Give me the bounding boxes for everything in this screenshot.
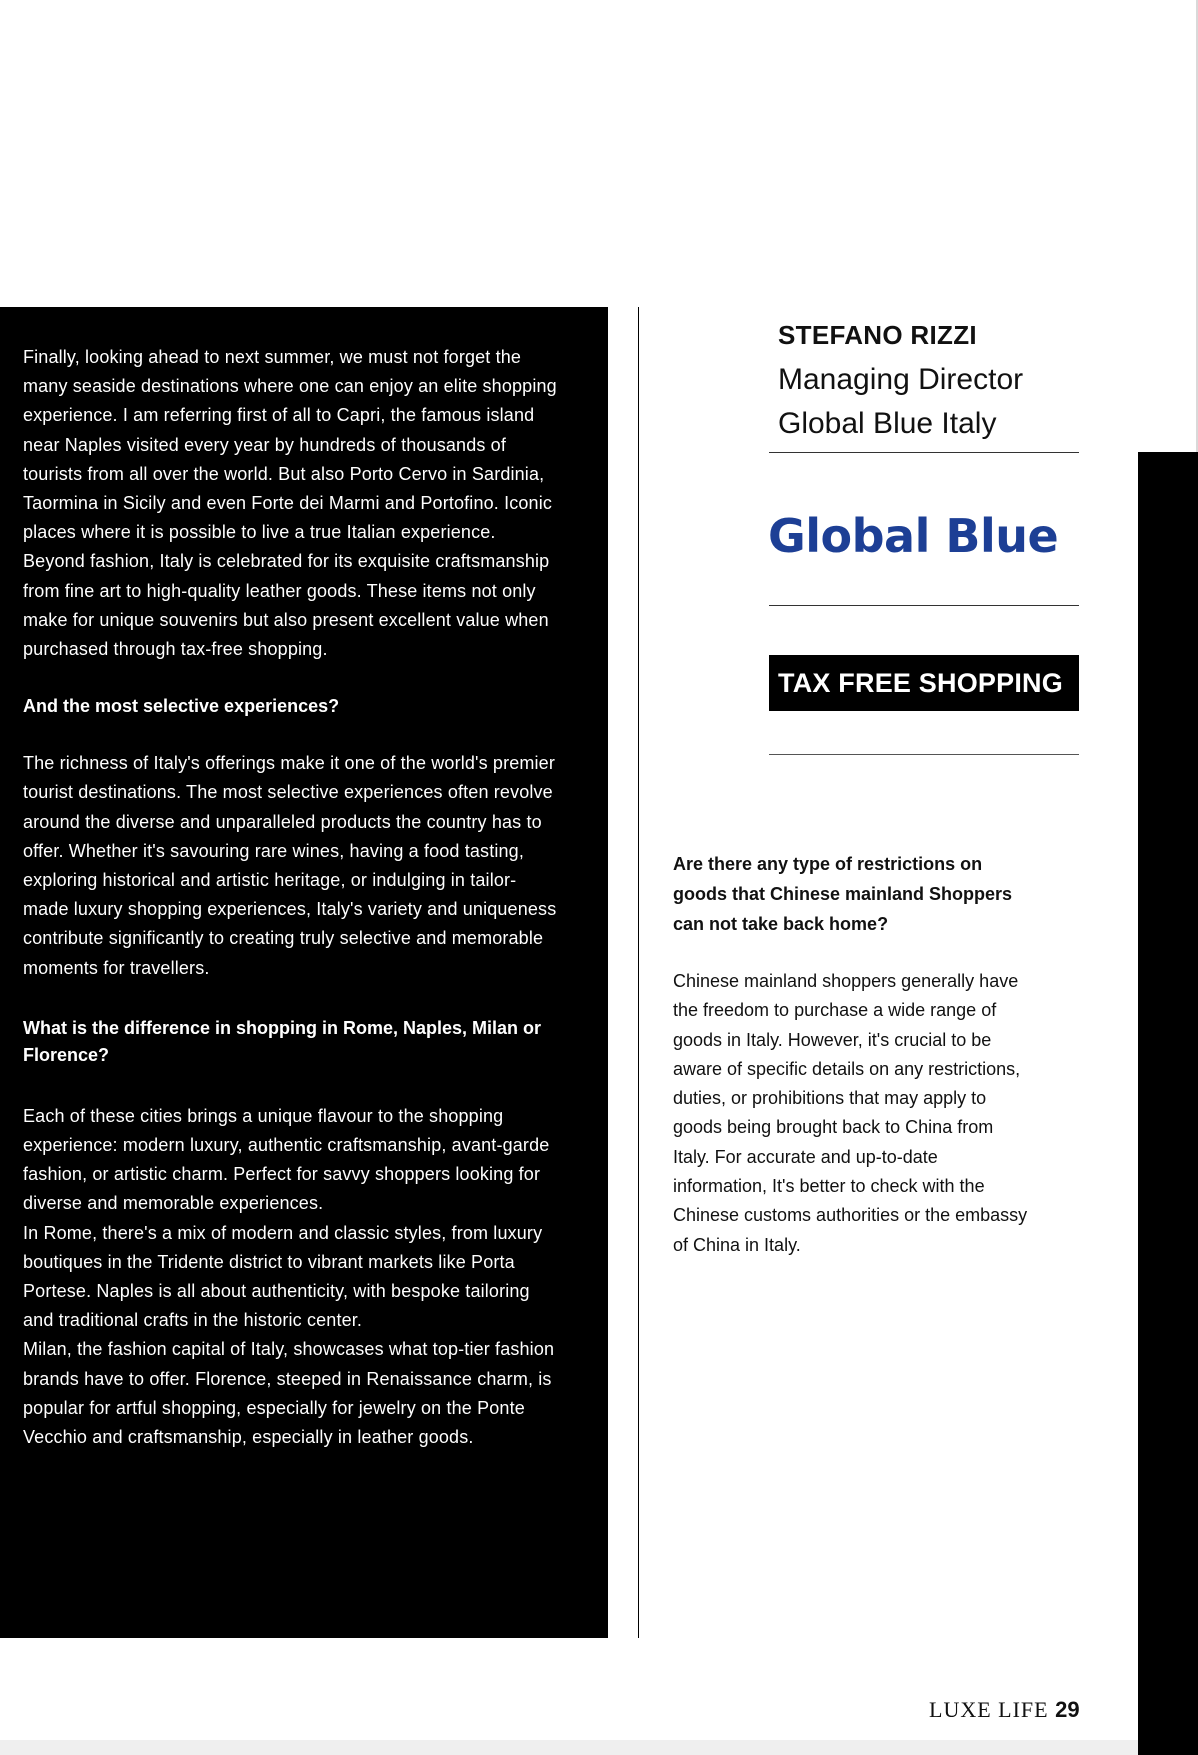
body-paragraph-seaside: Finally, looking ahead to next summer, we must not forget the many seaside destinations where one can enjoy an elite shopping experience. I am referring first of all to Capri, the famous island near Naples visited every year by hundreds of thousands of tourists from all over the world. But also Porto Cervo in Sardinia, Taormina in Sicily and even Forte dei Marmi and Portofino. Iconic places where it is possible to live a true Italian experience. Beyond fashion, Italy is celebrated for its exquisite craftsmanship from fine art to high-quality leather goods. These items not only make for unique souvenirs but also present excellent value when purchased through tax-free shopping.: [23, 347, 557, 660]
sidebar-rule-1: [769, 452, 1079, 453]
magazine-name: LUXE LIFE: [929, 1697, 1049, 1722]
page-edge-black-bar: [1138, 452, 1198, 1755]
article-black-panel: [0, 307, 608, 1638]
question-selective-experiences: And the most selective experiences?: [23, 696, 340, 717]
role-company: Global Blue Italy: [778, 407, 997, 440]
page-folio: [929, 1697, 1080, 1723]
answer-restrictions: Chinese mainland shoppers generally have the freedom to purchase a wide range of goods in Italy. However, it's crucial to be aware of specific details on any restrictions, duties, or prohibitions that may apply to goods being brought back to China from Italy. For accurate and up-to-date information, It's better to check with the Chinese customs authorities or the embassy of China in Italy.: [673, 971, 1028, 1255]
body-paragraph-offerings: The richness of Italy's offerings make it one of the world's premier tourist destinations. The most selective experiences often revolve around the diverse and unparalleled products the country has to offer. Whether it's savouring rare wines, having a food tasting, exploring historical and artistic heritage, or indulging in tailor- made luxury shopping experiences, Italy's variety and uniqueness contribute significantly to creating truly selective and memorable moments for travellers.: [23, 753, 557, 978]
sidebar-rule-3: [769, 754, 1079, 755]
tax-free-shopping-banner: TAX FREE SHOPPING: [769, 655, 1079, 711]
role-title: Managing Director: [778, 363, 1024, 396]
question-restrictions: Are there any type of restrictions on goods that Chinese mainland Shoppers can not take back home?: [673, 854, 1013, 934]
sidebar-rule-2: [769, 605, 1079, 606]
body-paragraph-cities: Each of these cities brings a unique flavour to the shopping experience: modern luxury, authentic craftsmanship, avant-garde fashion, or artistic charm. Perfect for savvy shoppers looking for diverse and memorable experiences. In Rome, there's a mix of modern and classic styles, from luxury boutiques in the Tridente district to vibrant markets like Porta Portese. Naples is all about authenticity, with bespoke tailoring and traditional crafts in the historic center. Milan, the fashion capital of Italy, showcases what top-tier fashion brands have to offer. Florence, steeped in Renaissance charm, is popular for artful shopping, especially for jewelry on the Ponte Vecchio and craftsmanship, especially in leather goods.: [23, 1105, 555, 1448]
bottom-page-strip: [0, 1740, 1138, 1755]
interviewee-name: STEFANO RIZZI: [778, 320, 977, 350]
question-city-differences: What is the difference in shopping in Rome, Naples, Milan or Florence?: [23, 1017, 542, 1065]
global-blue-logo: Global Blue: [768, 509, 1059, 563]
interviewee-role: [778, 358, 1023, 446]
page-number: 29: [1055, 1697, 1080, 1722]
column-divider: [638, 307, 639, 1638]
